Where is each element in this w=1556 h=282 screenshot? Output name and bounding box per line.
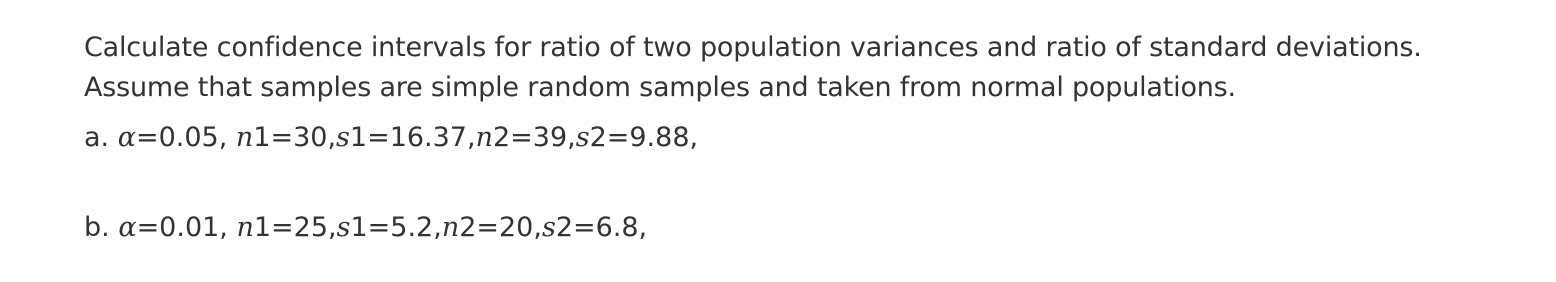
part-a-s2-symbol: s [575,122,590,153]
part-a-s1-value: 1=16.37, [349,122,476,153]
part-b [84,208,1534,248]
part-a-n1-value: 1=30, [253,122,337,153]
part-a-s1-symbol: s [336,122,350,153]
part-b-n1-symbol: n [236,212,254,243]
part-b-n1-value: 1=25, [253,212,337,243]
problem-statement-line-1: Calculate confidence intervals for ratio of two population variances and ratio of standard deviations. [84,32,1422,63]
part-a-n2-symbol: n [475,122,493,153]
part-a-s2-value: 2=9.88, [589,122,699,153]
part-b-s1-value: 1=5.2, [350,212,442,243]
part-b-s2-symbol: s [541,212,556,243]
part-b-alpha-symbol: α [118,212,137,243]
part-a-n1-symbol: n [235,122,254,153]
part-a-alpha-symbol: α [117,122,136,153]
part-a-n2-value: 2=39, [492,122,576,153]
part-b-alpha-value: =0.01, [136,212,228,243]
part-a [84,118,1534,158]
part-a-alpha-value: =0.05, [135,122,228,153]
part-b-n2-symbol: n [441,212,460,243]
problem-statement-line-2: Assume that samples are simple random samples and taken from normal populations. [84,72,1236,103]
part-a-label: a. [84,122,110,153]
part-b-n2-value: 2=20, [459,212,542,243]
problem-statement [84,28,1534,108]
part-b-s1-symbol: s [336,212,351,243]
part-b-s2-value: 2=6.8, [555,212,648,243]
problem-content [84,28,1534,248]
part-b-label: b. [84,212,110,243]
